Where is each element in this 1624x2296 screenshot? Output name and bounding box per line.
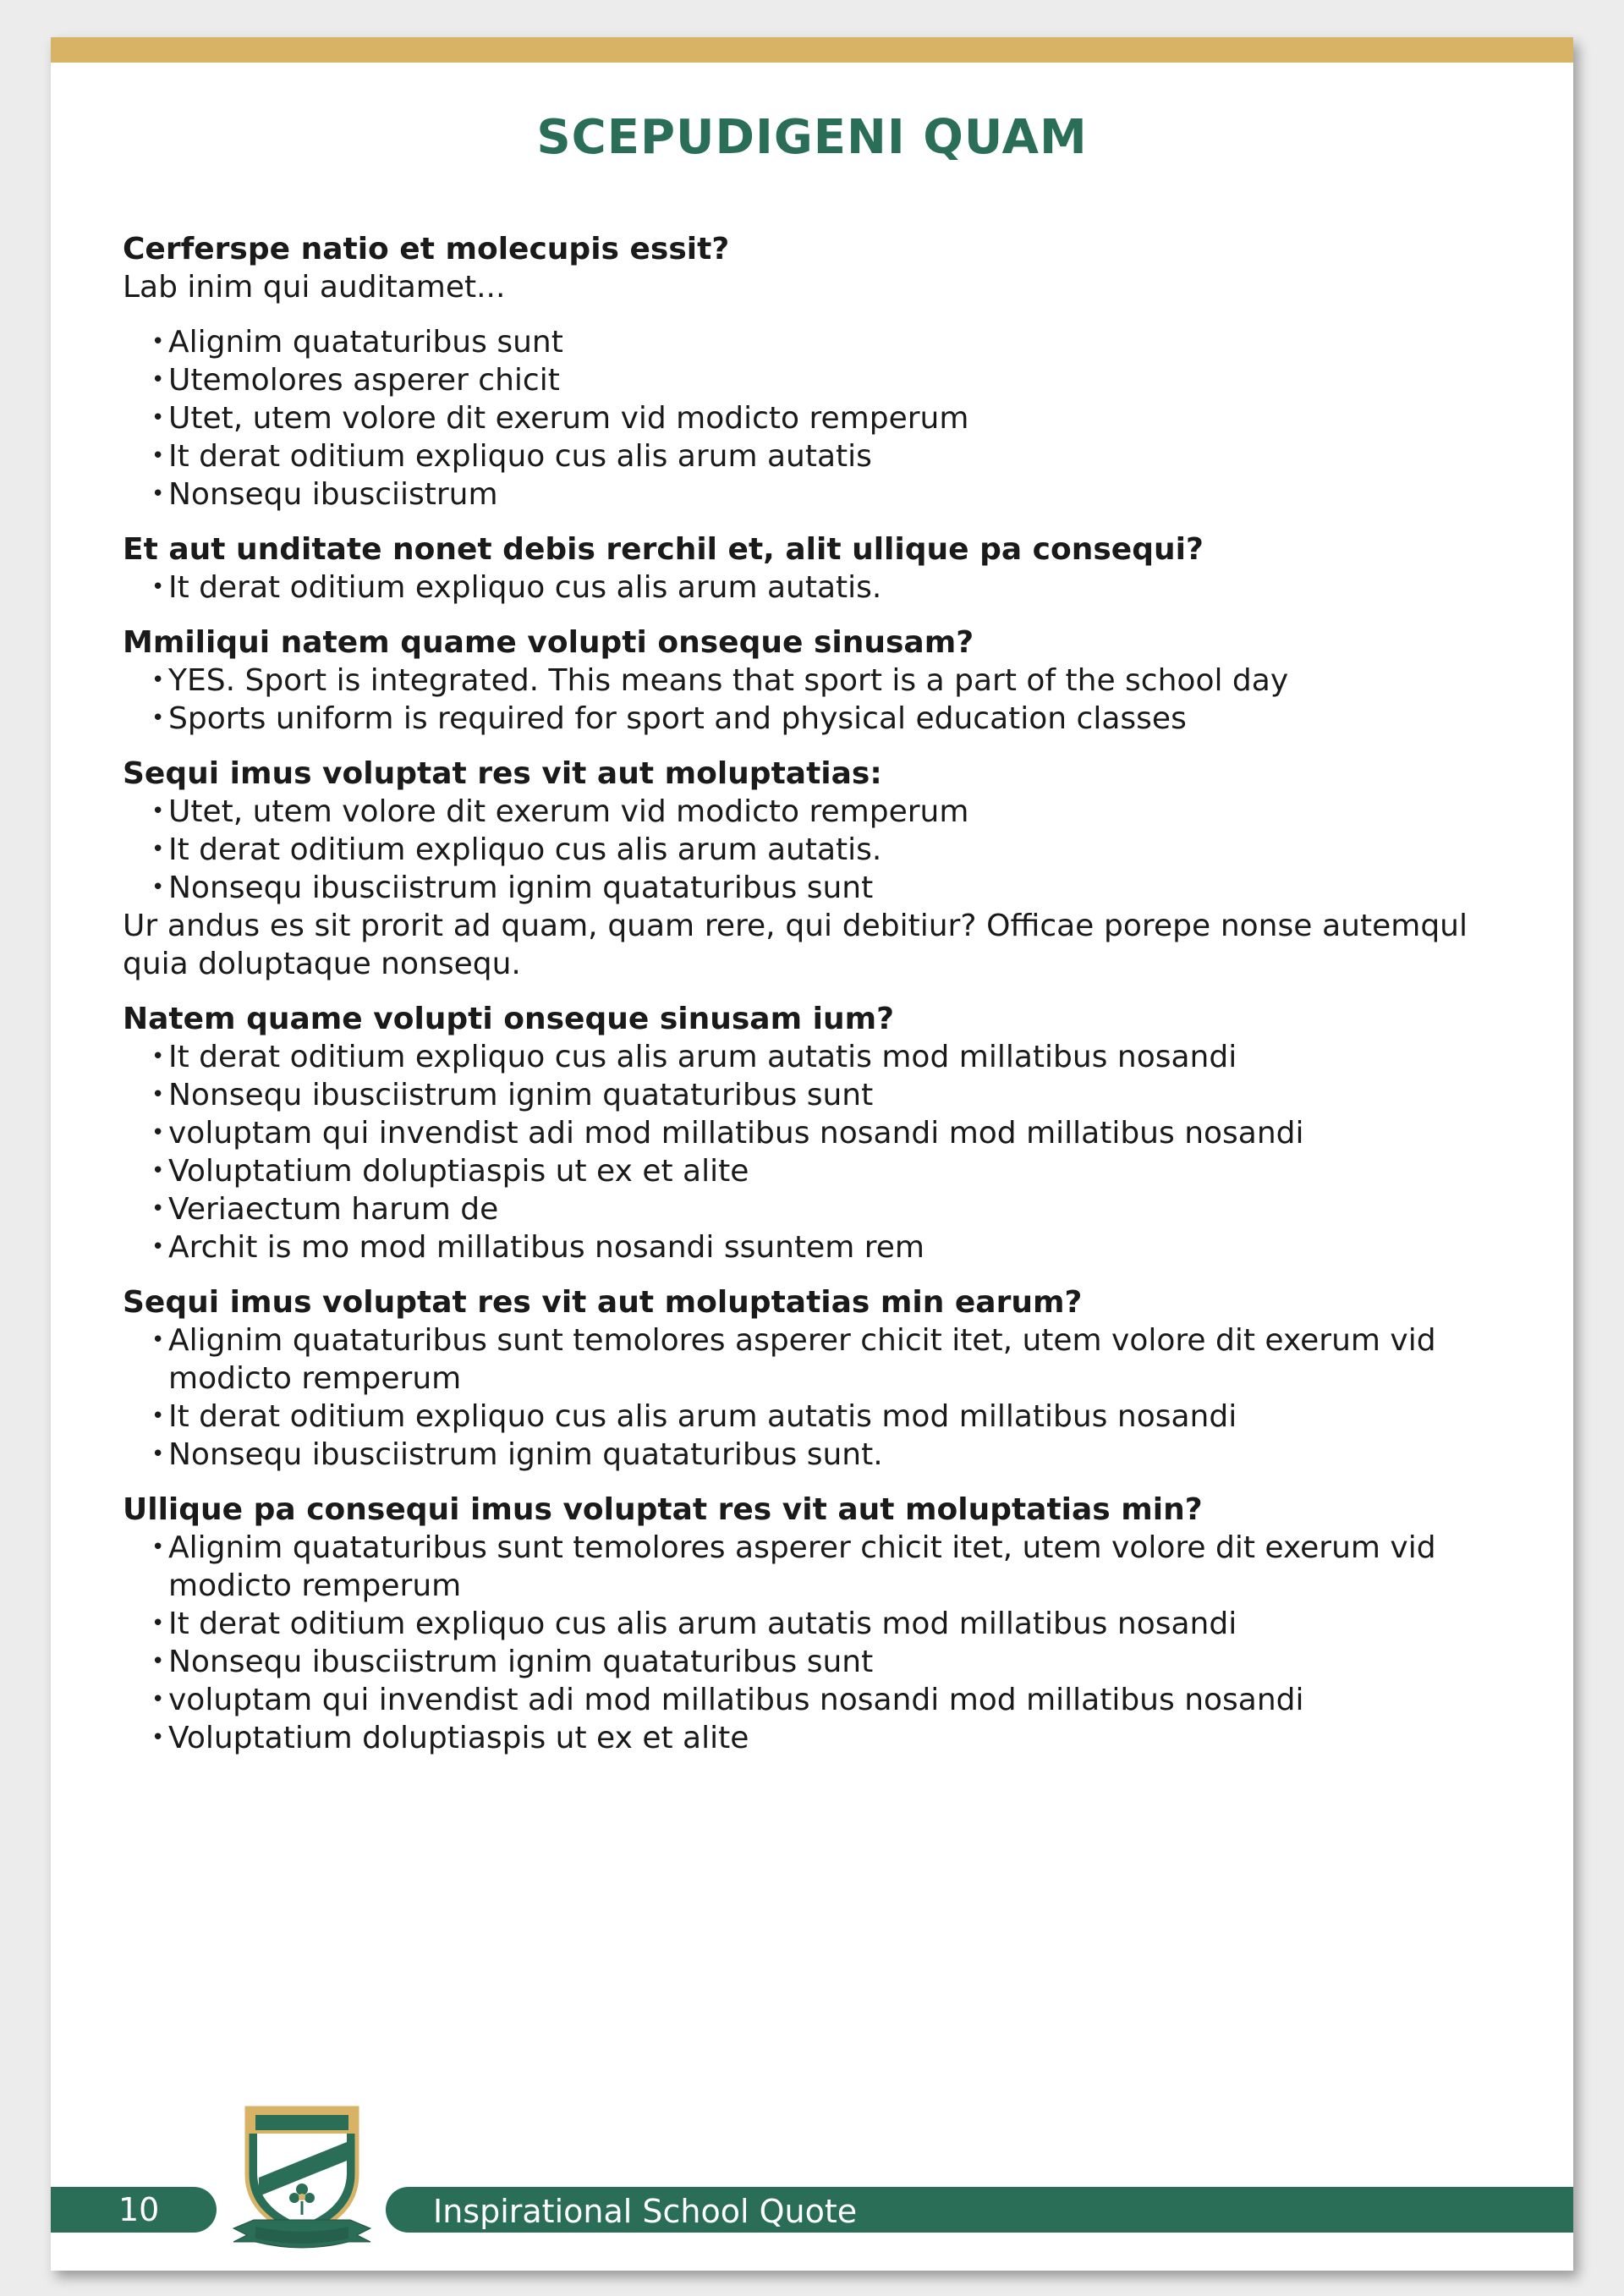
footer-text: Inspirational School Quote xyxy=(433,2193,858,2230)
bullet-list-7 xyxy=(123,1529,1468,1757)
list-item: • Veriaectum harum de xyxy=(151,1190,1468,1228)
question-6: Sequi imus voluptat res vit aut moluptatias min earum? xyxy=(123,1285,1083,1320)
list-item: • Sports uniform is required for sport and physical education classes xyxy=(151,700,1468,738)
bullet-list-6 xyxy=(123,1321,1468,1474)
list-item: • Nonsequ ibusciistrum ignim quataturibus sunt xyxy=(151,1643,1468,1681)
list-item: • Utet, utem volore dit exerum vid modicto remperum xyxy=(151,793,1468,831)
page-title: SCEPUDIGENI QUAM xyxy=(536,110,1088,165)
list-item: • It derat oditium expliquo cus alis arum autatis. xyxy=(151,569,1468,607)
list-item: • Nonsequ ibusciistrum ignim quataturibus sunt. xyxy=(151,1436,1468,1474)
list-item: • Alignim quataturibus sunt temolores asperer chicit itet, utem volore dit exerum vid modicto remperum xyxy=(151,1321,1468,1398)
bullet-list-5 xyxy=(123,1038,1468,1266)
question-2: Et aut unditate nonet debis rerchil et, alit ullique pa consequi? xyxy=(123,532,1204,567)
document-page xyxy=(51,37,1573,2271)
list-item: • Voluptatium doluptiaspis ut ex et alite xyxy=(151,1152,1468,1190)
list-item: • Utemolores asperer chicit xyxy=(151,361,1468,399)
list-item: • It derat oditium expliquo cus alis arum autatis mod millatibus nosandi xyxy=(151,1038,1468,1076)
section-4-paragraph: Ur andus es sit prorit ad quam, quam rere, qui debitiur? Officae porepe nonse autemqul quia doluptaque nonsequ. xyxy=(123,909,1468,981)
question-4: Sequi imus voluptat res vit aut moluptatias: xyxy=(123,756,882,791)
school-crest-logo xyxy=(230,2093,374,2254)
bullet-list-1 xyxy=(123,323,1468,514)
list-item: • YES. Sport is integrated. This means that sport is a part of the school day xyxy=(151,662,1468,700)
bullet-list-2 xyxy=(123,569,1468,607)
list-item: • It derat oditium expliquo cus alis arum autatis mod millatibus nosandi xyxy=(151,1605,1468,1643)
question-1: Cerferspe natio et molecupis essit? xyxy=(123,232,730,266)
question-5: Natem quame volupti onseque sinusam ium? xyxy=(123,1002,894,1036)
page-number: 10 xyxy=(118,2191,160,2228)
question-3: Mmiliqui natem quame volupti onseque sinusam? xyxy=(123,625,974,660)
list-item: • Alignim quataturibus sunt xyxy=(151,323,1468,361)
list-item: • It derat oditium expliquo cus alis arum autatis xyxy=(151,437,1468,475)
page-content xyxy=(123,230,1468,1757)
list-item: • voluptam qui invendist adi mod millatibus nosandi mod millatibus nosandi xyxy=(151,1114,1468,1152)
question-1-intro: Lab inim qui auditamet... xyxy=(123,270,506,305)
list-item: • Utet, utem volore dit exerum vid modicto remperum xyxy=(151,399,1468,437)
list-item: • Archit is mo mod millatibus nosandi ssuntem rem xyxy=(151,1228,1468,1266)
question-7: Ullique pa consequi imus voluptat res vit aut moluptatias min? xyxy=(123,1492,1203,1527)
bullet-list-4 xyxy=(123,793,1468,907)
list-item: • Voluptatium doluptiaspis ut ex et alite xyxy=(151,1719,1468,1757)
bullet-list-3 xyxy=(123,662,1468,738)
list-item: • It derat oditium expliquo cus alis arum autatis mod millatibus nosandi xyxy=(151,1398,1468,1436)
list-item: • It derat oditium expliquo cus alis arum autatis. xyxy=(151,831,1468,869)
list-item: • Nonsequ ibusciistrum ignim quataturibus sunt xyxy=(151,1076,1468,1114)
list-item: • Nonsequ ibusciistrum ignim quataturibus sunt xyxy=(151,869,1468,907)
top-accent-bar xyxy=(51,37,1573,63)
list-item: • voluptam qui invendist adi mod millatibus nosandi mod millatibus nosandi xyxy=(151,1681,1468,1719)
list-item: • Nonsequ ibusciistrum xyxy=(151,475,1468,514)
list-item: • Alignim quataturibus sunt temolores asperer chicit itet, utem volore dit exerum vid modicto remperum xyxy=(151,1529,1468,1605)
